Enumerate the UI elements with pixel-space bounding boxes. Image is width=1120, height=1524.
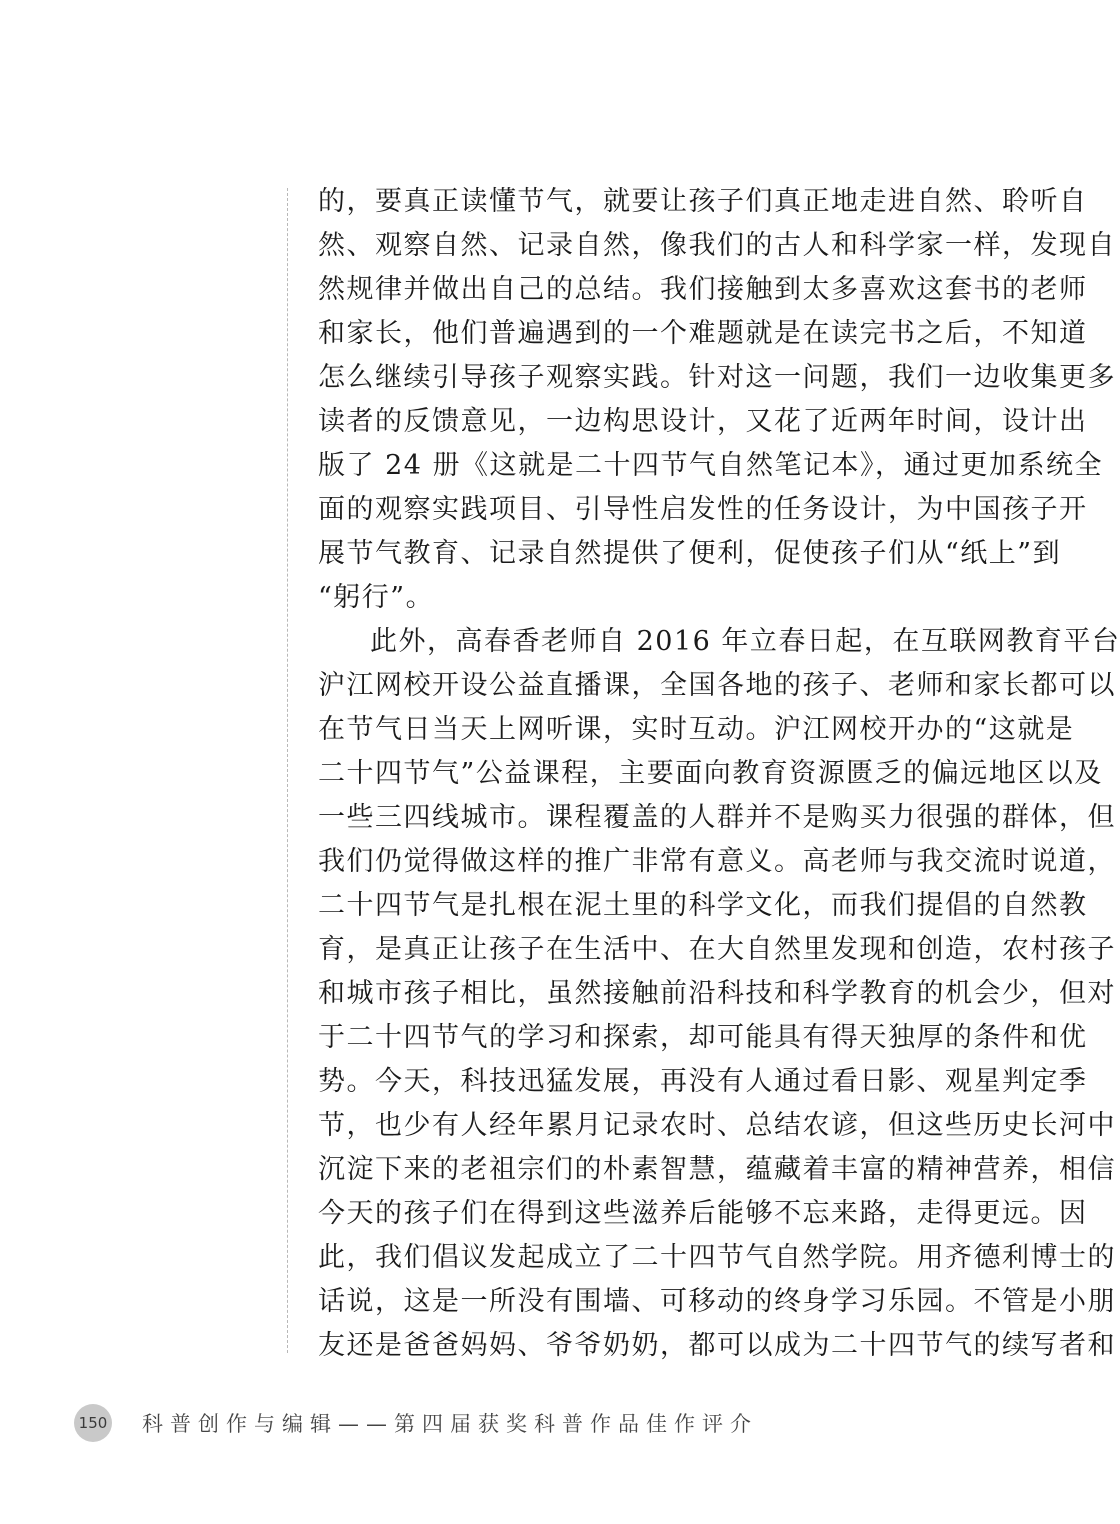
text-line: 版了 24 册《这就是二十四节气自然笔记本》，通过更加系统全 — [318, 450, 1104, 481]
text-line: 二十四节气是扎根在泥土里的科学文化，而我们提倡的自然教 — [318, 890, 1088, 921]
text-line: 话说，这是一所没有围墙、可移动的终身学习乐园。不管是小朋 — [318, 1286, 1116, 1317]
page-footer — [74, 1403, 758, 1443]
text-line: 读者的反馈意见，一边构思设计，又花了近两年时间，设计出 — [318, 406, 1088, 437]
text-line: 育，是真正让孩子在生活中、在大自然里发现和创造，农村孩子 — [318, 934, 1116, 965]
text-line: 怎么继续引导孩子观察实践。针对这一问题，我们一边收集更多 — [318, 362, 1116, 393]
text-line: 的，要真正读懂节气，就要让孩子们真正地走进自然、聆听自 — [318, 186, 1088, 217]
paragraph — [318, 620, 1120, 1368]
text-line: 势。今天，科技迅猛发展，再没有人通过看日影、观星判定季 — [318, 1066, 1088, 1097]
text-line: 沉淀下来的老祖宗们的朴素智慧，蕴藏着丰富的精神营养，相信 — [318, 1154, 1116, 1185]
text-line: 于二十四节气的学习和探索，却可能具有得天独厚的条件和优 — [318, 1022, 1088, 1053]
text-line: 面的观察实践项目、引导性启发性的任务设计，为中国孩子开 — [318, 494, 1088, 525]
text-line: 今天的孩子们在得到这些滋养后能够不忘来路，走得更远。因 — [318, 1198, 1088, 1229]
text-line: 节，也少有人经年累月记录农时、总结农谚，但这些历史长河中 — [318, 1110, 1116, 1141]
text-line: 和城市孩子相比，虽然接触前沿科技和科学教育的机会少，但对 — [318, 978, 1116, 1009]
text-line: 此，我们倡议发起成立了二十四节气自然学院。用齐德利博士的 — [318, 1242, 1116, 1273]
paragraph — [318, 180, 1116, 620]
text-line: 二十四节气”公益课程，主要面向教育资源匮乏的偏远地区以及 — [318, 758, 1103, 789]
text-line: 此外，高春香老师自 2016 年立春日起，在互联网教育平台 — [370, 626, 1120, 657]
text-line: 在节气日当天上网听课，实时互动。沪江网校开办的“这就是 — [318, 714, 1075, 745]
page-number: 150 — [78, 1414, 108, 1432]
text-line: 沪江网校开设公益直播课，全国各地的孩子、老师和家长都可以 — [318, 670, 1116, 701]
text-line: 然、观察自然、记录自然，像我们的古人和科学家一样，发现自 — [318, 230, 1116, 261]
page-number-badge — [74, 1404, 112, 1442]
body-text — [318, 180, 1120, 1368]
text-line: 展节气教育、记录自然提供了便利，促使孩子们从“纸上”到 — [318, 538, 1062, 569]
margin-rule — [287, 188, 288, 1353]
text-line: 然规律并做出自己的总结。我们接触到太多喜欢这套书的老师 — [318, 274, 1088, 305]
text-line: 我们仍觉得做这样的推广非常有意义。高老师与我交流时说道， — [318, 846, 1116, 877]
text-line: 一些三四线城市。课程覆盖的人群并不是购买力很强的群体，但 — [318, 802, 1116, 833]
text-line: 和家长，他们普遍遇到的一个难题就是在读完书之后，不知道 — [318, 318, 1088, 349]
text-line: “躬行”。 — [318, 582, 435, 613]
running-title: 科普创作与编辑——第四届获奖科普作品佳作评介 — [142, 1412, 758, 1436]
text-line: 友还是爸爸妈妈、爷爷奶奶，都可以成为二十四节气的续写者和 — [318, 1330, 1116, 1361]
